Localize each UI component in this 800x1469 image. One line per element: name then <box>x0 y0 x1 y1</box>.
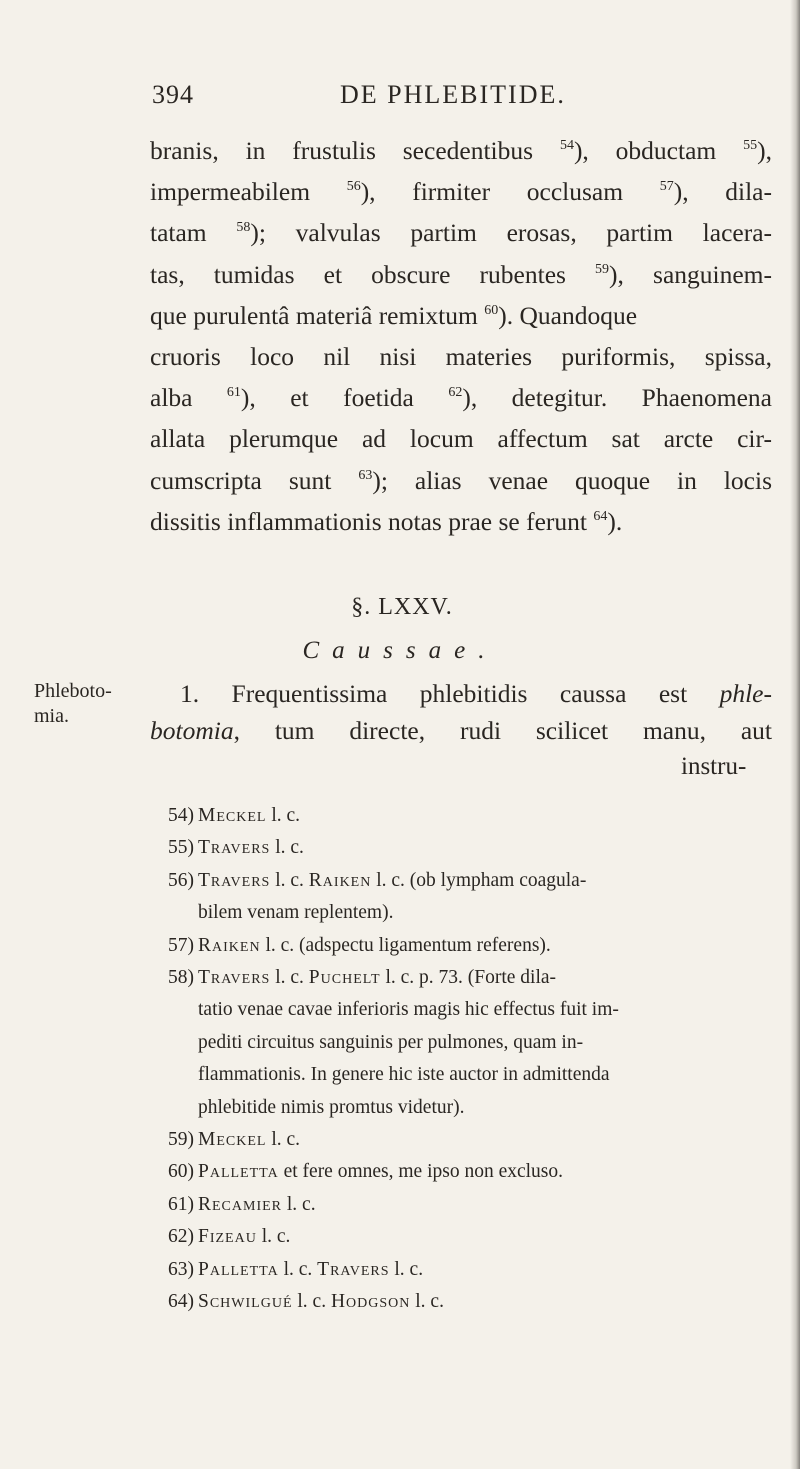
author-name: Palletta <box>198 1258 279 1280</box>
footnote <box>168 1221 768 1253</box>
text-run: impermeabilem <box>150 177 347 207</box>
footnote-ref: 59 <box>595 261 610 277</box>
footnote-continuation <box>168 1027 768 1059</box>
text-run: l. c. (ob lympham coagula- <box>371 869 587 891</box>
author-name: Travers <box>198 967 271 989</box>
footnote-continuation <box>168 1092 768 1124</box>
footnote-ref: 60 <box>484 302 499 318</box>
text-run: , tum directe, rudi scilicet manu, aut <box>233 716 772 745</box>
section-heading: §. LXXV. <box>351 594 453 620</box>
text-run: tatam <box>150 218 237 248</box>
text-run: alba <box>150 383 227 413</box>
footnote-ref: 55 <box>743 138 758 153</box>
text-run: l. c. <box>256 1226 291 1248</box>
paragraph-2 <box>150 675 772 749</box>
page-edge-shadow <box>790 0 800 1469</box>
footnote-continuation <box>168 897 768 929</box>
footnote-ref: 58 <box>236 220 251 236</box>
footnote-number: 57) <box>168 934 194 956</box>
text-run: pediti circuitus sanguinis per pulmones, quam in- <box>198 1031 584 1053</box>
footnote <box>168 1254 768 1286</box>
text-run: l. c. (adspectu ligamentum referens). <box>260 934 551 956</box>
footnote-ref: 64 <box>593 508 608 524</box>
italic-text: botomia <box>150 716 234 745</box>
text-run: branis, in frustulis secedentibus <box>150 136 560 165</box>
footnote-ref: 54 <box>559 138 574 153</box>
catchword: instru- <box>681 753 747 780</box>
text-run: ). <box>607 506 623 536</box>
text-run: ), et foetida <box>240 383 449 413</box>
footnote <box>168 800 768 832</box>
text-run: dissitis inflammationis notas prae se ferunt <box>150 506 594 536</box>
text-run: l. c. <box>292 1291 331 1313</box>
footnote-ref: 57 <box>659 179 674 195</box>
author-name: Raiken <box>308 869 372 891</box>
text-run: l. c. <box>282 1193 316 1215</box>
footnote <box>168 962 768 994</box>
text-run: l. c. <box>270 837 304 859</box>
footnote-number: 55) <box>168 837 194 859</box>
text-line <box>150 171 772 212</box>
text-run: l. c. <box>266 1129 301 1151</box>
footnote-ref: 61 <box>226 385 241 401</box>
text-run: allata plerumque ad locum affectum sat arcte cir- <box>150 424 772 454</box>
footnote <box>168 1124 768 1156</box>
text-run: ), obductam <box>573 136 744 165</box>
text-run: l. c. <box>410 1291 444 1313</box>
page-number: 394 <box>152 80 194 109</box>
text-run: 1. Frequentissima phlebitidis caussa est <box>180 679 720 708</box>
text-run: ); valvulas partim erosas, partim lacera- <box>250 218 773 248</box>
text-run: ), firmiter occlusam <box>360 177 660 207</box>
author-name: Fizeau <box>198 1226 257 1248</box>
text-run: tatio venae cavae inferioris magis hic effectus fuit im- <box>198 999 619 1021</box>
author-name: Meckel <box>198 1129 267 1151</box>
text-run: l. c. <box>266 805 301 826</box>
text-line <box>150 377 772 418</box>
text-line <box>150 712 772 749</box>
footnote-number: 62) <box>168 1226 194 1248</box>
text-run: que purulentâ materiâ remixtum <box>150 300 485 330</box>
text-line <box>150 336 772 377</box>
footnotes <box>168 800 768 1319</box>
text-run: phlebitide nimis promtus videtur). <box>198 1096 465 1118</box>
footnote <box>168 1156 768 1188</box>
text-line <box>150 501 772 542</box>
footnote-continuation <box>168 1059 768 1091</box>
footnote <box>168 930 768 962</box>
margin-note-line: Phleboto- <box>34 680 112 702</box>
text-line <box>150 460 772 501</box>
author-name: Puchelt <box>308 967 381 989</box>
margin-note <box>34 679 144 729</box>
footnote <box>168 1286 768 1318</box>
text-run: l. c. <box>270 967 309 989</box>
text-run: bilem venam replentem). <box>198 902 394 924</box>
text-run: cumscripta sunt <box>150 465 359 495</box>
footnote-number: 59) <box>168 1129 194 1151</box>
text-run: tas, tumidas et obscure rubentes <box>150 259 596 289</box>
author-name: Recamier <box>198 1193 283 1215</box>
footnote-number: 56) <box>168 869 194 891</box>
footnote-number: 61) <box>168 1193 194 1215</box>
text-run: cruoris loco nil nisi materies puriformis, spissa, <box>150 342 772 372</box>
text-run: ), <box>757 136 772 165</box>
footnote-ref: 63 <box>358 467 373 483</box>
text-run: ), dila- <box>673 177 772 207</box>
text-run: l. c. p. 73. (Forte dila- <box>380 967 557 989</box>
text-run: ). Quandoque <box>498 300 638 330</box>
author-name: Travers <box>198 837 271 859</box>
footnote-number: 64) <box>168 1291 194 1313</box>
text-run: l. c. <box>278 1258 318 1280</box>
author-name: Palletta <box>198 1161 279 1183</box>
footnote-number: 60) <box>168 1161 194 1183</box>
author-name: Raiken <box>198 934 261 956</box>
footnote <box>168 832 768 864</box>
text-line <box>150 295 772 336</box>
footnote-number: 63) <box>168 1258 194 1280</box>
text-line <box>150 254 772 295</box>
author-name: Travers <box>317 1258 390 1280</box>
section-subheading: Caussae. <box>302 637 498 664</box>
text-line <box>150 418 772 459</box>
footnote-continuation <box>168 994 768 1026</box>
footnote-number: 54) <box>168 805 194 826</box>
text-run: ); alias venae quoque in locis <box>372 465 772 495</box>
footnote-ref: 62 <box>448 385 463 401</box>
text-line <box>150 212 772 253</box>
footnote <box>168 1189 768 1221</box>
text-run: flammationis. In genere hic iste auctor in admittenda <box>198 1064 610 1086</box>
text-line <box>150 675 772 712</box>
text-run: l. c. <box>389 1258 424 1280</box>
author-name: Hodgson <box>330 1291 411 1313</box>
margin-note-line: mia. <box>34 705 69 727</box>
author-name: Meckel <box>198 805 267 826</box>
author-name: Travers <box>198 869 271 891</box>
text-run: ), sanguinem- <box>609 259 772 289</box>
paragraph-1 <box>150 130 772 542</box>
running-title: DE PHLEBITIDE. <box>340 80 566 109</box>
footnote-number: 58) <box>168 967 194 989</box>
footnote <box>168 865 768 897</box>
text-run: l. c. <box>270 869 309 891</box>
text-run: et fere omnes, me ipso non excluso. <box>278 1161 564 1183</box>
author-name: Schwilgué <box>198 1291 293 1313</box>
footnote-ref: 56 <box>346 179 361 195</box>
text-line <box>150 130 772 171</box>
text-run: ), detegitur. Phaenomena <box>462 383 772 413</box>
italic-text: phle- <box>719 679 772 708</box>
